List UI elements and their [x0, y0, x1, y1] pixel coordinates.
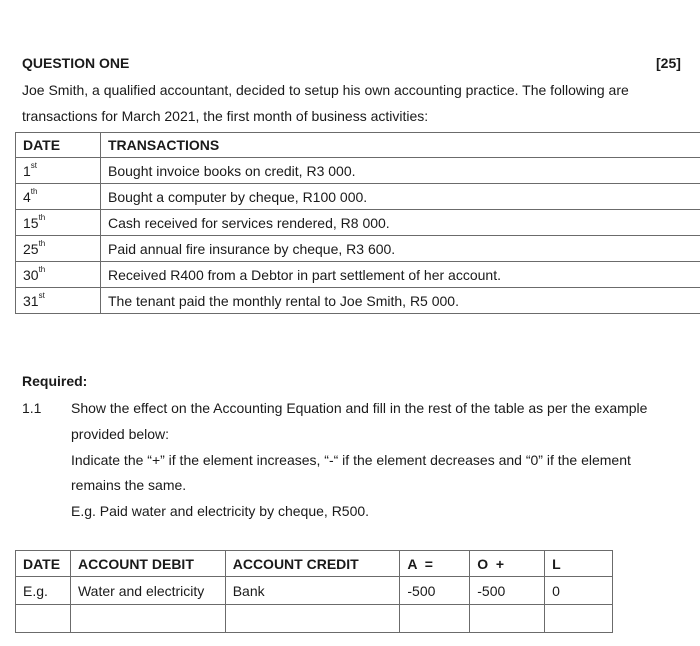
- date-suffix: th: [38, 264, 46, 274]
- blank-cell: [470, 605, 545, 633]
- example-date-cell: E.g.: [16, 577, 71, 605]
- transaction-cell: Bought invoice books on credit, R3 000.: [101, 158, 700, 184]
- required-line-2: provided below:: [71, 426, 170, 442]
- date-cell: [16, 288, 101, 314]
- transactions-table: [15, 132, 700, 314]
- date-day: 4: [23, 188, 31, 205]
- question-marks: [25]: [656, 55, 681, 71]
- date-cell: [16, 236, 101, 262]
- date-suffix: st: [30, 160, 38, 170]
- question-title: QUESTION ONE: [22, 55, 130, 71]
- header-liabilities: L: [545, 551, 613, 577]
- header-account-debit: ACCOUNT DEBIT: [70, 551, 225, 577]
- date-suffix: th: [38, 212, 46, 222]
- required-line-5: E.g. Paid water and electricity by cheque, R500.: [71, 503, 370, 519]
- required-line-1: Show the effect on the Accounting Equation and fill in the rest of the table as per the example: [71, 400, 648, 416]
- header-assets: A =: [400, 551, 470, 577]
- blank-cell: [225, 605, 400, 633]
- table-row: [16, 158, 700, 184]
- transaction-cell: Cash received for services rendered, R8 000.: [101, 210, 700, 236]
- transaction-cell: Paid annual fire insurance by cheque, R3 600.: [101, 236, 700, 262]
- required-label: Required:: [22, 373, 88, 389]
- required-number: 1.1: [22, 400, 42, 416]
- example-equity-cell: -500: [470, 577, 545, 605]
- intro-line-2: transactions for March 2021, the first month of business activities:: [22, 108, 429, 124]
- example-liabilities-cell: 0: [545, 577, 613, 605]
- date-suffix: th: [30, 186, 38, 196]
- example-assets-cell: -500: [400, 577, 470, 605]
- date-day: 15: [23, 214, 39, 231]
- date-cell: [16, 210, 101, 236]
- header-account-credit: ACCOUNT CREDIT: [225, 551, 400, 577]
- table-row: [16, 210, 700, 236]
- blank-cell: [545, 605, 613, 633]
- intro-line-1: Joe Smith, a qualified accountant, decided to setup his own accounting practice. The following are: [22, 82, 629, 98]
- example-table: [15, 550, 613, 633]
- table-header-row: [16, 133, 700, 158]
- table-row: [16, 262, 700, 288]
- date-day: 25: [23, 240, 39, 257]
- table-row: [16, 288, 700, 314]
- transaction-cell: The tenant paid the monthly rental to Joe Smith, R5 000.: [101, 288, 700, 314]
- date-suffix: th: [38, 238, 46, 248]
- table-row: [16, 184, 700, 210]
- table-row: [16, 577, 613, 605]
- date-cell: [16, 158, 101, 184]
- example-credit-cell: Bank: [225, 577, 400, 605]
- header-date: DATE: [16, 551, 71, 577]
- transaction-cell: Received R400 from a Debtor in part settlement of her account.: [101, 262, 700, 288]
- transaction-cell: Bought a computer by cheque, R100 000.: [101, 184, 700, 210]
- header-owners-equity: O +: [470, 551, 545, 577]
- date-cell: [16, 184, 101, 210]
- example-debit-cell: Water and electricity: [70, 577, 225, 605]
- blank-cell: [16, 605, 71, 633]
- blank-cell: [400, 605, 470, 633]
- table-row: [16, 236, 700, 262]
- header-transactions: TRANSACTIONS: [101, 133, 700, 158]
- blank-cell: [70, 605, 225, 633]
- example-header-row: [16, 551, 613, 577]
- date-suffix: st: [38, 290, 45, 300]
- header-date: DATE: [16, 133, 101, 158]
- date-day: 31: [23, 292, 39, 309]
- date-day: 30: [23, 266, 39, 283]
- required-line-4: remains the same.: [71, 477, 187, 493]
- date-day: 1: [23, 162, 31, 179]
- required-line-3: Indicate the “+” if the element increases, “-“ if the element decreases and “0” if the element: [71, 452, 631, 468]
- table-row: [16, 605, 613, 633]
- date-cell: [16, 262, 101, 288]
